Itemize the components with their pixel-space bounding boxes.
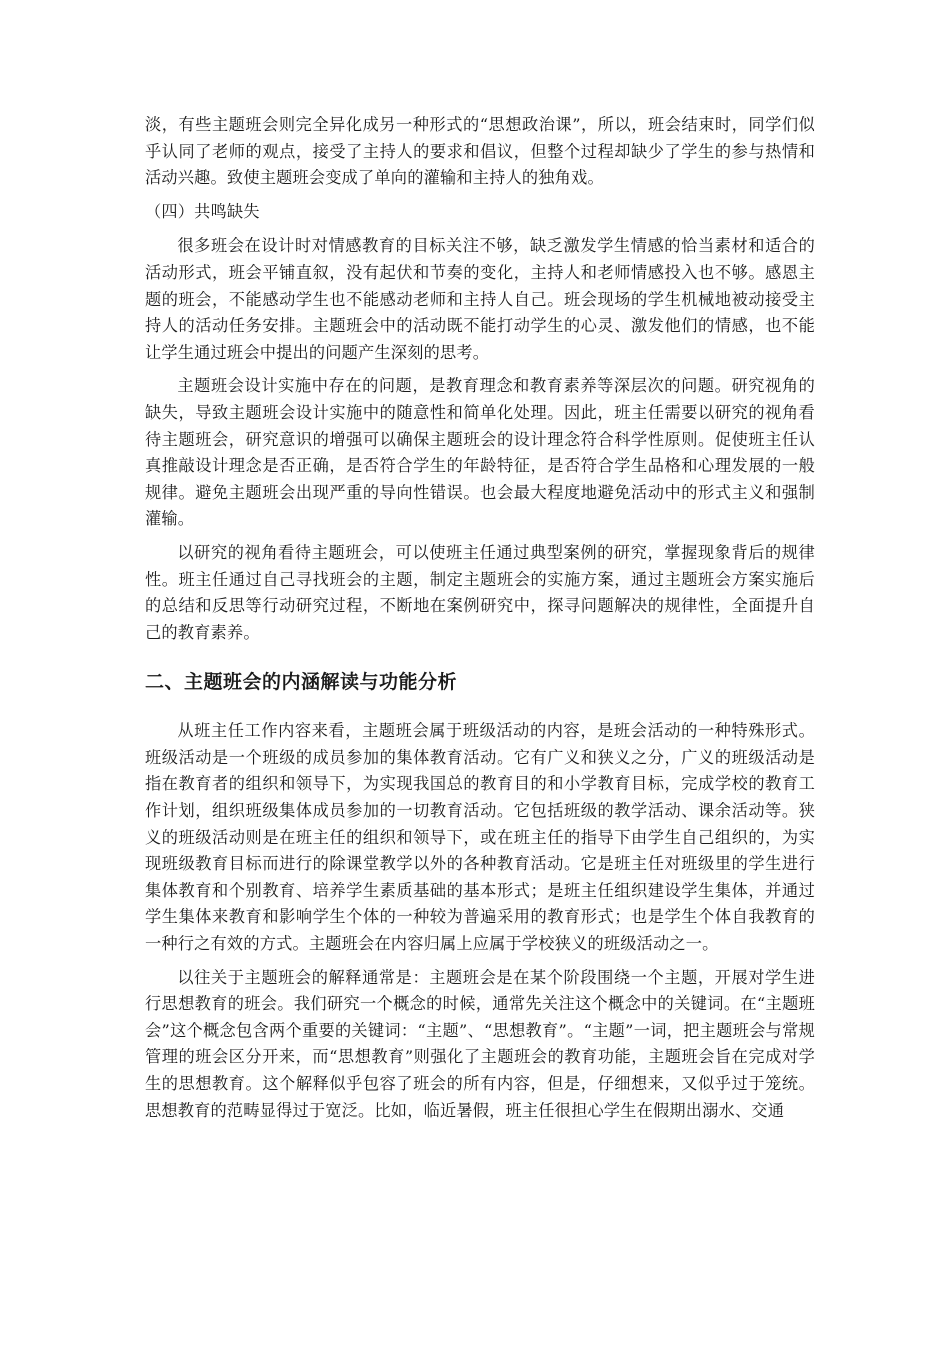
paragraph-continuation: 淡，有些主题班会则完全异化成另一种形式的“思想政治课”，所以，班会结束时，同学们似乎认同了老师的观点，接受了主持人的要求和倡议，但整个过程却缺少了学生的参与热情和活动兴趣。致使主题班会变成了单向的灌输和主持人的独角戏。 xyxy=(145,115,815,188)
paragraph-class-activity: 从班主任工作内容来看，主题班会属于班级活动的内容，是班会活动的一种特殊形式。班级活动是一个班级的成员参加的集体教育活动。它有广义和狭义之分，广义的班级活动是指在教育者的组织和领导下，为实现我国总的教育目的和小学教育目标，完成学校的教育工作计划，组织班级集体成员参加的一切教育活动。它包括班级的教学活动、课余活动等。狭义的班级活动则是在班主任的组织和领导下，或在班主任的指导下由学生自己组织的，为实现班级教育目标而进行的除课堂教学以外的各种教育活动。它是班主任对班级里的学生进行集体教育和个别教育、培养学生素质基础的基本形式；是班主任组织建设学生集体，并通过学生集体来教育和影响学生个体的一种较为普遍采用的教育形式；也是学生个体自我教育的一种行之有效的方式。主题班会在内容归属上应属于学校狭义的班级活动之一。 xyxy=(145,721,815,954)
document-page xyxy=(145,112,815,1131)
subheading-resonance-missing: （四）共鸣缺失 xyxy=(145,201,260,221)
paragraph-emotion-education: 很多班会在设计时对情感教育的目标关注不够，缺乏激发学生情感的恰当素材和适合的活动形式，班会平铺直叙，没有起伏和节奏的变化，主持人和老师情感投入也不够。感恩主题的班会，不能感动学生也不能感动老师和主持人自己。班会现场的学生机械地被动接受主持人的活动任务安排。主题班会中的活动既不能打动学生的心灵、激发他们的情感，也不能让学生通过班会中提出的问题产生深刻的思考。 xyxy=(145,236,815,362)
paragraph-definition: 以往关于主题班会的解释通常是：主题班会是在某个阶段围绕一个主题，开展对学生进行思想教育的班会。我们研究一个概念的时候，通常先关注这个概念中的关键词。在“主题班会”这个概念包含两个重要的关键词：“主题”、“思想教育”。“主题”一词，把主题班会与常规管理的班会区分开来，而“思想教育”则强化了主题班会的教育功能，主题班会旨在完成对学生的思想教育。这个解释似乎包容了班会的所有内容，但是，仔细想来，又似乎过于笼统。思想教育的范畴显得过于宽泛。比如，临近暑假，班主任很担心学生在假期出溺水、交通 xyxy=(145,967,815,1120)
paragraph-research-perspective: 主题班会设计实施中存在的问题，是教育理念和教育素养等深层次的问题。研究视角的缺失，导致主题班会设计实施中的随意性和简单化处理。因此，班主任需要以研究的视角看待主题班会，研究意识的增强可以确保主题班会的设计理念符合科学性原则。促使班主任认真推敲设计理念是否正确，是否符合学生的年龄特征，是否符合学生品格和心理发展的一般规律。避免主题班会出现严重的导向性错误。也会最大程度地避免活动中的形式主义和强制灌输。 xyxy=(145,376,815,529)
section-heading: 二、主题班会的内涵解读与功能分析 xyxy=(145,671,458,694)
paragraph-case-study: 以研究的视角看待主题班会，可以使班主任通过典型案例的研究，掌握现象背后的规律性。班主任通过自己寻找班会的主题，制定主题班会的实施方案，通过主题班会方案实施后的总结和反思等行动研究过程，不断地在案例研究中，探寻问题解决的规律性，全面提升自己的教育素养。 xyxy=(145,542,815,642)
